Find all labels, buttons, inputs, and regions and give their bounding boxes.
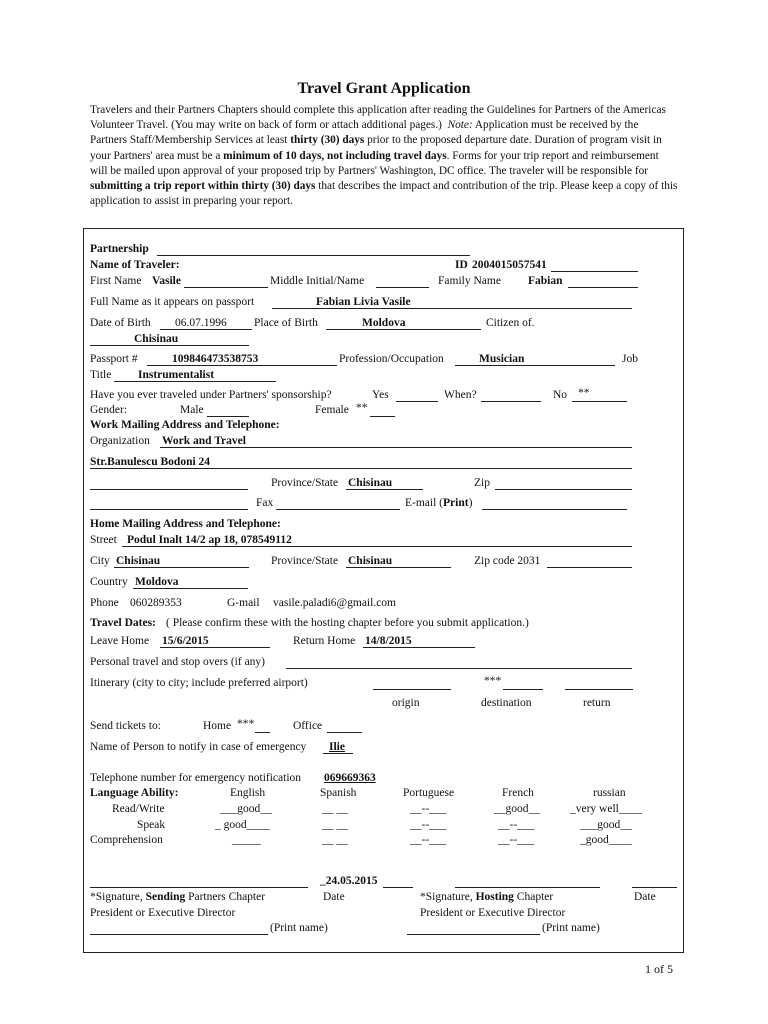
gender-female-field[interactable]: [370, 416, 395, 417]
job-title-field[interactable]: [114, 381, 276, 382]
home-address-heading: Home Mailing Address and Telephone:: [90, 518, 281, 530]
comprehension-label: Comprehension: [90, 834, 163, 846]
work-zip-field[interactable]: [495, 489, 632, 490]
emergency-name-value: Ilie: [329, 741, 345, 753]
destination-label: destination: [481, 697, 532, 709]
hosting-date-label: Date: [634, 891, 656, 903]
passport-name-label: Full Name as it appears on passport: [90, 296, 255, 308]
email-label-text: E-mail (: [405, 497, 443, 509]
leave-home-label: Leave Home: [90, 635, 150, 647]
language-portuguese: Portuguese: [403, 787, 455, 799]
traveled-when-field[interactable]: [481, 401, 541, 402]
rw-french[interactable]: __good__: [494, 803, 540, 815]
citizen-value: Chisinau: [134, 333, 179, 345]
dob-label: Date of Birth: [90, 317, 151, 329]
passport-number-field[interactable]: [147, 365, 337, 366]
intro-paragraph: [90, 103, 678, 209]
country-value: Moldova: [135, 576, 179, 588]
comp-french[interactable]: __--___: [498, 834, 535, 846]
work-province-value: Chisinau: [348, 477, 393, 489]
itinerary-origin-field[interactable]: [373, 689, 451, 690]
fax-field[interactable]: [276, 509, 400, 510]
country-field[interactable]: [133, 588, 248, 589]
language-russian: russian: [593, 787, 626, 799]
intro-text-5: that describes the impact and contribution of the trip. Please keep a copy of this application to assist in preparing your report.: [90, 180, 678, 208]
pob-field[interactable]: [326, 329, 481, 330]
gender-male-field[interactable]: [207, 416, 249, 417]
intro-text-1: Travelers and their Partners Chapters should complete this application after reading the Guidelines for Partners of the Americas Volunteer Travel. (You may write on back of form or attach additional pages.): [90, 104, 666, 132]
work-street-value: Str.Banulescu Bodoni 24: [90, 456, 211, 468]
speak-russian[interactable]: ___good__: [580, 819, 632, 831]
send-home-value: ***: [237, 718, 255, 730]
intro-bold-min-days: minimum of 10 days, not including travel days: [223, 149, 447, 162]
hosting-signature-line[interactable]: [455, 887, 600, 888]
comp-russian[interactable]: _good____: [580, 834, 632, 846]
work-province-label: Province/State: [271, 477, 339, 489]
leave-home-value: 15/6/2015: [162, 635, 209, 647]
leave-home-field[interactable]: [160, 647, 270, 648]
speak-portuguese[interactable]: __--___: [410, 819, 447, 831]
gmail-label: G-mail: [227, 597, 260, 609]
speak-english[interactable]: _ good____: [215, 819, 270, 831]
speak-label: Speak: [137, 819, 166, 831]
gmail-value: vasile.paladi6@gmail.com: [273, 597, 397, 609]
intro-note-label: Note:: [447, 119, 473, 132]
intro-bold-trip-report: submitting a trip report within thirty (30) days: [90, 180, 316, 193]
partnership-label: Partnership: [90, 243, 149, 255]
rw-russian[interactable]: _very well____: [570, 803, 642, 815]
hosting-signature-post: Chapter: [516, 891, 554, 903]
citizen-label: Citizen of.: [486, 317, 535, 329]
first-name-field[interactable]: [184, 287, 268, 288]
profession-label: Profession/Occupation: [339, 353, 444, 365]
sending-president-label: President or Executive Director: [90, 907, 236, 919]
intro-text-4: . Forms for your trip report and reimbursement will be mailed upon approval of your proposed trip by Partners' Washington, DC office. The traveler will be responsible for: [90, 149, 659, 177]
hosting-date-line[interactable]: [632, 887, 677, 888]
return-column-label: return: [583, 697, 611, 709]
hosting-signature-pre: *Signature,: [420, 891, 473, 903]
traveled-yes-label: Yes: [372, 389, 389, 401]
gender-female-value: **: [356, 402, 368, 414]
personal-travel-field[interactable]: [286, 668, 632, 669]
organization-value: Work and Travel: [162, 435, 246, 447]
emergency-phone-label: Telephone number for emergency notification: [90, 772, 302, 784]
sending-signature-bold: Sending: [145, 891, 186, 903]
email-label: [405, 497, 472, 510]
partnership-field[interactable]: [157, 255, 470, 256]
page-title: Travel Grant Application: [297, 80, 471, 97]
intro-bold-30-days: thirty (30) days: [290, 134, 365, 147]
home-street-value: Podul Inalt 14/2 ap 18, 078549112: [127, 534, 292, 546]
traveled-when-label: When?: [444, 389, 477, 401]
read-write-label: Read/Write: [112, 803, 165, 815]
gender-label: Gender:: [90, 404, 128, 416]
family-name-field[interactable]: [568, 287, 638, 288]
return-home-field[interactable]: [363, 647, 475, 648]
send-home-field[interactable]: [255, 732, 270, 733]
emergency-phone-value: 069669363: [324, 772, 376, 784]
sending-signature-pre: *Signature,: [90, 891, 143, 903]
work-city-field[interactable]: [90, 489, 248, 490]
family-name-label: Family Name: [438, 275, 501, 287]
home-street-field[interactable]: [122, 546, 632, 547]
zip-code-field[interactable]: [547, 567, 632, 568]
hosting-print-name-label: (Print name): [542, 922, 600, 934]
itinerary-destination-field[interactable]: [503, 689, 543, 690]
work-province-field[interactable]: [346, 489, 423, 490]
profession-field[interactable]: [455, 365, 615, 366]
travel-dates-label: Travel Dates:: [90, 617, 156, 629]
speak-spanish[interactable]: __ __: [322, 819, 348, 831]
home-province-label: Province/State: [271, 555, 339, 567]
rw-english[interactable]: ___good__: [220, 803, 272, 815]
dob-value: 06.07.1996: [175, 317, 227, 329]
comp-english[interactable]: _____: [232, 834, 261, 846]
profession-value: Musician: [479, 353, 525, 365]
sending-print-name-label: (Print name): [270, 922, 328, 934]
sending-signature-label: [90, 891, 265, 904]
organization-label: Organization: [90, 435, 150, 447]
hosting-signature-bold: Hosting: [475, 891, 514, 903]
rw-spanish[interactable]: __ __: [322, 803, 348, 815]
hosting-president-label: President or Executive Director: [420, 907, 566, 919]
itinerary-destination-value: ***: [484, 675, 502, 687]
sending-date-line[interactable]: [383, 887, 413, 888]
send-home-label: Home: [203, 720, 232, 732]
return-home-value: 14/8/2015: [365, 635, 412, 647]
hosting-print-name-line[interactable]: [407, 934, 540, 935]
traveled-before-label: Have you ever traveled under Partners' sponsorship?: [90, 389, 332, 401]
dob-field[interactable]: [160, 329, 252, 330]
id-label: ID: [455, 259, 468, 271]
family-name-value: Fabian: [528, 275, 563, 287]
return-home-label: Return Home: [293, 635, 356, 647]
city-field[interactable]: [114, 567, 249, 568]
organization-field[interactable]: [160, 447, 632, 448]
gender-female-label: Female: [315, 404, 349, 416]
pob-value: Moldova: [362, 317, 406, 329]
send-office-field[interactable]: [327, 732, 362, 733]
work-address-heading: Work Mailing Address and Telephone:: [90, 419, 280, 431]
id-value: 2004015057541: [472, 259, 547, 271]
pob-label: Place of Birth: [254, 317, 318, 329]
id-field[interactable]: [551, 271, 638, 272]
home-province-value: Chisinau: [348, 555, 393, 567]
intro-text-3: prior to the proposed departure date. Duration of program visit in your Partners' area must be a: [90, 134, 662, 162]
comp-portuguese[interactable]: __--___: [410, 834, 447, 846]
send-office-label: Office: [293, 720, 323, 732]
intro-text-2: Application must be received by the Partners Staff/Membership Services at least: [90, 119, 639, 147]
personal-travel-label: Personal travel and stop overs (if any): [90, 656, 266, 668]
traveled-no-label: No: [553, 389, 568, 401]
sending-signature-line[interactable]: [90, 887, 308, 888]
middle-name-label: Middle Initial/Name: [270, 275, 365, 287]
send-tickets-label: Send tickets to:: [90, 720, 161, 732]
first-name-value: Vasile: [152, 275, 181, 287]
work-zip-label: Zip: [474, 477, 490, 489]
comp-spanish[interactable]: __ __: [322, 834, 348, 846]
citizen-field[interactable]: [90, 345, 249, 346]
fax-label: Fax: [256, 497, 274, 509]
home-province-field[interactable]: [346, 567, 451, 568]
origin-label: origin: [392, 697, 420, 709]
language-spanish: Spanish: [320, 787, 357, 799]
traveled-no-field[interactable]: [572, 401, 627, 402]
job-label: Job: [622, 353, 638, 365]
work-phone-field[interactable]: [90, 509, 248, 510]
language-french: French: [502, 787, 534, 799]
hosting-signature-label: [420, 891, 553, 904]
sending-print-name-line[interactable]: [90, 934, 268, 935]
passport-name-field[interactable]: [272, 308, 632, 309]
passport-name-value: Fabian Livia Vasile: [316, 296, 411, 308]
street-label: Street: [90, 534, 117, 546]
email-field[interactable]: [482, 509, 627, 510]
phone-value: 060289353: [130, 597, 182, 609]
sending-signature-post: Partners Chapter: [188, 891, 266, 903]
language-english: English: [230, 787, 266, 799]
zip-code-label: Zip code 2031: [474, 555, 541, 567]
language-ability-heading: Language Ability:: [90, 787, 179, 799]
work-street-field[interactable]: [90, 468, 632, 469]
passport-number-label: Passport #: [90, 353, 138, 365]
traveled-yes-field[interactable]: [396, 401, 438, 402]
emergency-name-label: Name of Person to notify in case of emergency: [90, 741, 307, 753]
sending-date-label: Date: [323, 891, 345, 903]
emergency-name-field[interactable]: [323, 753, 353, 754]
city-value: Chisinau: [116, 555, 161, 567]
email-label-close: ): [468, 497, 473, 509]
job-title-value: Instrumentalist: [138, 369, 215, 381]
gender-male-label: Male: [180, 404, 204, 416]
sending-date-value: _24.05.2015: [320, 875, 378, 887]
passport-number-value: 109846473538753: [172, 353, 259, 365]
name-of-traveler-label: Name of Traveler:: [90, 259, 180, 271]
first-name-label: First Name: [90, 275, 142, 287]
email-print-label: Print: [443, 497, 469, 509]
rw-portuguese[interactable]: __--___: [410, 803, 447, 815]
country-label: Country: [90, 576, 128, 588]
speak-french[interactable]: __--___: [498, 819, 535, 831]
itinerary-return-field[interactable]: [565, 689, 633, 690]
city-label: City: [90, 555, 110, 567]
travel-dates-note: ( Please confirm these with the hosting chapter before you submit application.): [166, 617, 529, 629]
job-title-label: Title: [90, 369, 112, 381]
middle-name-field[interactable]: [376, 287, 429, 288]
traveled-no-value: **: [578, 387, 590, 399]
itinerary-label: Itinerary (city to city; include preferred airport): [90, 677, 308, 689]
page-number: 1 of 5: [645, 962, 673, 976]
phone-label: Phone: [90, 597, 119, 609]
